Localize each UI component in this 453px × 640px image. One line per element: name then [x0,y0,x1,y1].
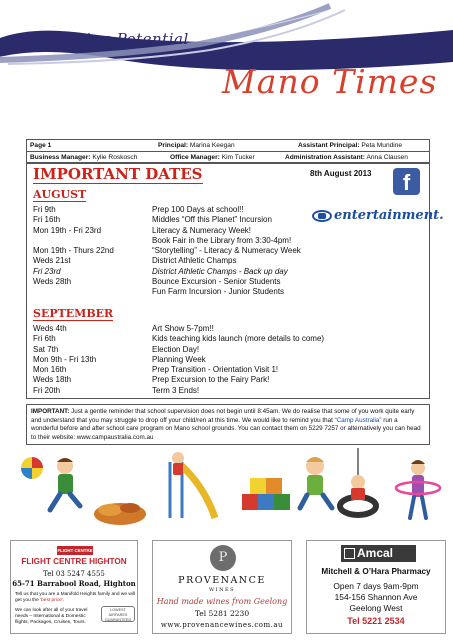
provenance-website[interactable]: www.provenancewines.com.au [160,621,284,629]
event-text: District Athletic Champs [152,256,237,266]
section-title: IMPORTANT DATES [33,165,203,183]
provenance-subtitle: WINES [208,587,236,593]
principal-cell [158,142,298,149]
flight-centre-note-text: Tell us that you are a Manifold Heights family and we will get you the [15,592,135,604]
flight-centre-ad[interactable] [10,540,138,634]
staff-row [27,140,429,151]
event-date: Fri 6th [33,334,56,344]
assistant-principal-name: Peta Mundine [361,142,403,149]
flight-centre-address: 65-71 Barrabool Road, Highton [12,579,136,588]
event-text: Planning Week [152,354,206,364]
lowest-airfares-stamp: LOWEST AIRFARES GUARANTEED [101,606,135,622]
event-text: Literacy & Numeracy Week! [152,225,251,235]
staff-row [27,151,429,162]
event-text: Art Show 5-7pm!! [152,324,214,333]
entertainment-logo [312,208,444,223]
event-row [33,236,301,246]
event-row [33,246,301,256]
event-date: Mon 16th [33,365,67,375]
flight-centre-note-end: . [63,598,65,604]
event-row [33,287,301,297]
event-row [33,375,324,385]
september-event-list [33,324,324,396]
event-date: Fri 16th [33,215,61,225]
event-row [33,215,301,225]
event-row [33,324,324,334]
masthead [0,0,453,132]
entertainment-wordmark: entertainment. [334,208,444,223]
pharmacy-phone: Tel 5221 2534 [347,616,405,626]
event-date: Fri 9th [33,205,56,214]
assistant-principal-label: Assistant Principal: [298,142,360,149]
event-date: Mon 9th - Fri 13th [33,354,97,364]
office-manager-name: Kim Tucker [221,153,255,161]
event-date [33,236,152,246]
event-row [33,365,324,375]
month-heading-august: AUGUST [33,188,87,201]
event-row [33,355,324,365]
event-text: Prep Transition - Orientation Visit 1! [152,365,279,375]
august-event-list [33,205,301,298]
entertainment-emblem-icon [312,210,332,222]
admin-assistant-label: Administration Assistant: [285,153,365,161]
hula-hoop-child-icon [396,460,440,518]
provenance-tagline: Hand made wines from Geelong [156,597,288,606]
event-date [33,287,152,297]
event-date: Weds 4th [33,324,67,333]
event-date: Weds 28th [33,277,72,287]
important-dates-section [26,163,444,399]
amcal-logo-text: Amcal [357,546,394,560]
pharmacy-suburb: Geelong West [349,603,403,613]
provenance-wines-ad[interactable] [152,540,292,634]
event-text: “Storytelling” - Literacy & Numeracy Week [152,246,301,256]
event-row [33,205,301,215]
event-date: Sat 7th [33,344,59,354]
business-manager-cell [30,154,170,161]
event-text: Election Day! [152,344,200,354]
event-text: Term 3 Ends! [152,385,200,395]
page-number: Page 1 [30,142,52,149]
provenance-logo-icon: P [210,545,236,571]
amcal-logo [341,545,416,562]
flight-centre-note-highlight: ‘best price’ [40,598,64,604]
admin-assistant-cell [285,154,426,161]
amcal-pharmacy-ad[interactable] [306,540,446,634]
notice-label: IMPORTANT: [31,408,70,415]
provenance-phone: Tel 5281 2230 [194,609,250,618]
event-row [33,226,301,236]
principal-label: Principal: [158,142,189,149]
event-text: Prep 100 Days at school!! [152,205,244,214]
pharmacy-name: Mitchell & O’Hara Pharmacy [321,567,431,576]
building-blocks-icon [242,478,290,510]
event-date: Mon 19th - Thurs 22nd [33,246,114,256]
event-date: Weds 21st [33,256,71,266]
event-row [33,267,301,277]
event-text: Kids teaching kids launch (more details to come) [152,334,325,344]
newsletter-title: Mano Times [222,62,438,101]
flight-centre-logo: FLIGHT CENTRE [57,548,93,553]
principal-name: Marina Keegan [189,142,235,149]
tagline: Unleashing Potential [20,30,189,48]
pharmacy-address: 154-156 Shannon Ave [334,592,418,602]
provenance-name: PROVENANCE [178,575,266,586]
flight-centre-phone: Tel 03 5247 4555 [43,570,105,578]
pharmacy-hours: Open 7 days 9am-9pm [333,581,419,591]
admin-assistant-name: Anna Clausen [366,153,408,161]
event-row [33,386,324,396]
business-manager-name: Kylie Roskosch [92,153,138,161]
child-sitting-icon [300,457,332,508]
office-manager-cell [170,154,285,161]
child-kicking-icon [50,458,80,510]
notice-text: Just a gentle reminder that school supervision does not begin until 8:45am. We do realise that some of you work quite early and understand that you may struggle to drop off your child/ren at this time. We would like to remind you that [31,408,415,424]
event-row [33,345,324,355]
event-text: Middles “Off this Planet” Incursion [152,215,272,225]
event-date: Fri 20th [33,385,61,395]
edition-date: 8th August 2013 [310,169,372,178]
event-row [33,256,301,266]
event-row [33,277,301,287]
event-text: Fun Farm Incursion - Junior Students [152,287,285,297]
beach-ball-icon [21,457,43,479]
event-text: Book Fair in the Library from 3:30-4pm! [152,235,292,245]
flight-centre-title: FLIGHT CENTRE HIGHTON [21,557,127,566]
leaf-pile-icon [94,503,146,525]
event-date: Mon 19th - Fri 23rd [33,225,102,235]
event-row [33,334,324,344]
flight-centre-services: We can look after all of your travel needs – International & Domestic flights, Packages, Cruises, Tours. [15,608,88,626]
facebook-icon[interactable]: f [393,168,420,195]
tire-swing-icon [340,448,376,515]
event-text: District Athletic Champs - Back up day [152,266,288,276]
children-playing-illustration [10,448,445,530]
event-date: Weds 18th [33,375,72,385]
notice-highlight: “Camp Australia” [334,416,382,424]
event-text: Prep Excursion to the Fairy Park! [152,375,270,385]
business-manager-label: Business Manager: [30,153,91,161]
staff-info-table [26,139,430,163]
month-heading-september: SEPTEMBER [33,307,114,320]
assistant-principal-cell [298,142,426,149]
flight-centre-note [15,592,135,604]
amcal-box-icon [344,548,355,559]
slide-icon [170,452,215,518]
event-date: Fri 23rd [33,266,61,276]
notice-text-continued: run a wonderful before and after school care program on Mano school grounds. You can contact them on 5229 7257 or alternatively you can head to their website: www.campaustralia.com.au [31,416,421,442]
office-manager-label: Office Manager: [170,153,220,161]
event-text: Bounce Excursion - Senior Students [152,277,281,287]
supervision-notice [26,404,430,445]
